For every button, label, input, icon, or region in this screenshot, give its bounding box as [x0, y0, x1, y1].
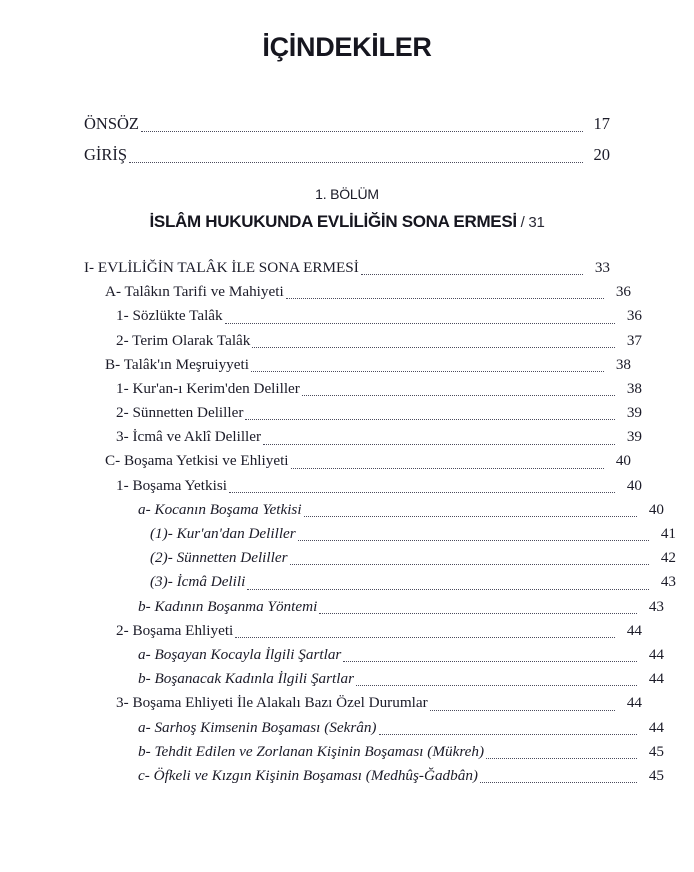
- toc-entry-page-number: 36: [626, 307, 642, 325]
- dot-leader: [319, 612, 637, 614]
- page-title: İÇİNDEKİLER: [262, 32, 432, 62]
- toc-entry[interactable]: [84, 353, 631, 377]
- toc-entry-label: (2)- Sünnetten Deliller: [150, 549, 288, 567]
- toc-entry-page-number: 40: [626, 476, 642, 494]
- toc-entry-page-number: 33: [594, 258, 610, 276]
- dot-leader: [251, 370, 604, 372]
- dot-leader: [304, 515, 637, 517]
- toc-entry[interactable]: [84, 329, 642, 353]
- toc-entry-page-number: 39: [626, 404, 642, 422]
- toc-entry-label: GİRİŞ: [84, 145, 128, 164]
- chapter-page-number: 31: [528, 214, 545, 232]
- toc-entry-page-number: 39: [626, 428, 642, 446]
- chapter-page-separator: /: [516, 214, 529, 232]
- toc-entry-page-number: 44: [648, 718, 664, 736]
- toc-entry[interactable]: [84, 643, 664, 667]
- toc-entry-page-number: 45: [648, 742, 664, 760]
- toc-entry-page-number: 44: [626, 694, 642, 712]
- toc-entry-label: 3- İcmâ ve Aklî Deliller: [116, 428, 262, 446]
- toc-entry-label: b- Boşanacak Kadınla İlgili Şartlar: [138, 670, 354, 688]
- dot-leader: [430, 709, 615, 711]
- toc-entry-page-number: 42: [660, 549, 676, 567]
- toc-entry-label: a- Kocanın Boşama Yetkisi: [138, 500, 302, 518]
- toc-entry-label: B- Talâk'ın Meşruiyyeti: [105, 355, 249, 373]
- dot-leader: [356, 684, 637, 686]
- toc-entry[interactable]: [84, 401, 642, 425]
- toc-entry-label: (1)- Kur'an'dan Deliller: [150, 525, 296, 543]
- toc-entry-label: 2- Terim Olarak Talâk: [116, 331, 251, 349]
- dot-leader: [129, 161, 583, 163]
- toc-entry-page-number: 37: [626, 331, 642, 349]
- toc-entry[interactable]: [84, 304, 642, 328]
- toc-entry-label: 2- Sünnetten Deliller: [116, 404, 244, 422]
- toc-entry-page-number: 44: [626, 621, 642, 639]
- toc-entry-page-number: 38: [626, 379, 642, 397]
- dot-leader: [302, 394, 615, 396]
- toc-entry-label: a- Sarhoş Kimsenin Boşaması (Sekrân): [138, 718, 377, 736]
- dot-leader: [141, 130, 583, 132]
- toc-entry-list: [84, 256, 676, 788]
- toc-entry[interactable]: [84, 377, 642, 401]
- toc-entry[interactable]: [84, 280, 631, 304]
- toc-entry-label: 3- Boşama Ehliyeti İle Alakalı Bazı Özel Durumlar: [116, 694, 428, 712]
- dot-leader: [291, 467, 604, 469]
- dot-leader: [343, 660, 637, 662]
- dot-leader: [252, 346, 615, 348]
- toc-entry-label: c- Öfkeli ve Kızgın Kişinin Boşaması (Medhûş-Ğadbân): [138, 766, 478, 784]
- toc-entry-label: I- EVLİLİĞİN TALÂK İLE SONA ERMESİ: [84, 258, 359, 276]
- toc-entry-page-number: 44: [648, 645, 664, 663]
- toc-entry-label: ÖNSÖZ: [84, 114, 140, 133]
- toc-entry[interactable]: [84, 256, 610, 280]
- toc-entry-page-number: 20: [593, 145, 610, 164]
- toc-entry[interactable]: [84, 619, 642, 643]
- dot-leader: [480, 781, 637, 783]
- chapter-number: 1. BÖLÜM: [315, 186, 379, 202]
- toc-entry-page-number: 40: [615, 452, 631, 470]
- dot-leader: [225, 322, 615, 324]
- toc-entry[interactable]: [84, 450, 631, 474]
- chapter-heading-block: [0, 184, 694, 232]
- toc-entry[interactable]: [84, 570, 676, 594]
- dot-leader: [361, 273, 583, 275]
- front-matter-list: [84, 108, 610, 170]
- toc-entry[interactable]: [84, 691, 642, 715]
- toc-entry[interactable]: [84, 716, 664, 740]
- toc-entry-label: C- Boşama Yetkisi ve Ehliyeti: [105, 452, 289, 470]
- toc-entry-page-number: 40: [648, 500, 664, 518]
- toc-entry-page-number: 44: [648, 670, 664, 688]
- toc-entry[interactable]: [84, 474, 642, 498]
- toc-entry-label: 1- Sözlükte Talâk: [116, 307, 223, 325]
- dot-leader: [263, 443, 615, 445]
- toc-entry-label: b- Kadının Boşanma Yöntemi: [138, 597, 318, 615]
- dot-leader: [298, 539, 649, 541]
- chapter-title-line: [0, 212, 694, 232]
- dot-leader: [379, 733, 638, 735]
- toc-entry[interactable]: [84, 764, 664, 788]
- toc-entry-label: b- Tehdit Edilen ve Zorlanan Kişinin Boşaması (Mükreh): [138, 742, 485, 760]
- toc-entry[interactable]: [84, 498, 664, 522]
- dot-leader: [290, 563, 650, 565]
- toc-entry[interactable]: [84, 546, 676, 570]
- toc-entry[interactable]: [84, 595, 664, 619]
- toc-entry-page-number: 38: [615, 355, 631, 373]
- toc-entry-page-number: 43: [660, 573, 676, 591]
- dot-leader: [247, 588, 649, 590]
- toc-entry-page-number: 45: [648, 766, 664, 784]
- toc-entry-label: 1- Boşama Yetkisi: [116, 476, 227, 494]
- dot-leader: [486, 757, 637, 759]
- chapter-title: İSLÂM HUKUKUNDA EVLİLİĞİN SONA ERMESİ: [149, 212, 517, 232]
- dot-leader: [235, 636, 615, 638]
- toc-entry-page-number: 41: [660, 525, 676, 543]
- front-matter-entry[interactable]: [84, 108, 610, 139]
- toc-entry[interactable]: [84, 425, 642, 449]
- dot-leader: [229, 491, 615, 493]
- toc-entry[interactable]: [84, 740, 664, 764]
- toc-entry-label: (3)- İcmâ Delili: [150, 573, 246, 591]
- toc-entry-label: A- Talâkın Tarifi ve Mahiyeti: [105, 283, 284, 301]
- toc-entry-page-number: 43: [648, 597, 664, 615]
- toc-entry-label: a- Boşayan Kocayla İlgili Şartlar: [138, 645, 342, 663]
- toc-entry-label: 1- Kur'an-ı Kerim'den Deliller: [116, 379, 300, 397]
- toc-entry-label: 2- Boşama Ehliyeti: [116, 621, 234, 639]
- toc-entry-page-number: 17: [593, 114, 610, 133]
- toc-entry[interactable]: [84, 522, 676, 546]
- toc-entry[interactable]: [84, 667, 664, 691]
- front-matter-entry[interactable]: [84, 139, 610, 170]
- dot-leader: [286, 297, 604, 299]
- toc-entry-page-number: 36: [615, 283, 631, 301]
- dot-leader: [245, 418, 615, 420]
